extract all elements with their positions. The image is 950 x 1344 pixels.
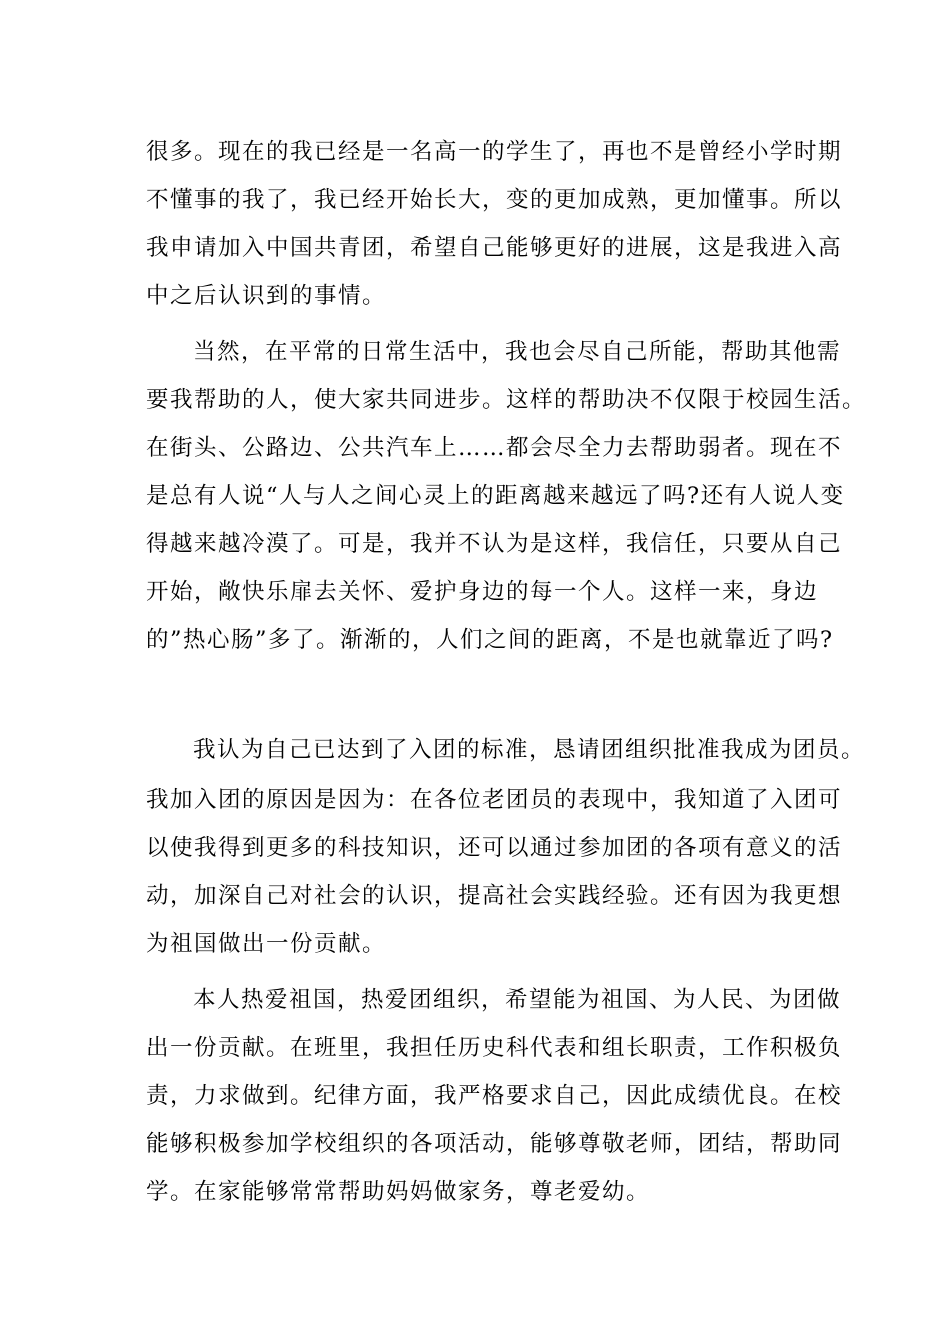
text-line: 我申请加入中国共青团，希望自己能够更好的进展，这是我进入高 (146, 235, 843, 261)
text-line: 很多。现在的我已经是一名高一的学生了，再也不是曾经小学时期 (146, 139, 843, 165)
text-line: 本人热爱祖国，热爱团组织，希望能为祖国、为人民、为团做 (193, 987, 842, 1013)
text-line: 我加入团的原因是因为：在各位老团员的表现中，我知道了入团可 (146, 787, 843, 813)
text-line: 为祖国做出一份贡献。 (146, 931, 387, 957)
text-line: 学。在家能够常常帮助妈妈做家务，尊老爱幼。 (146, 1179, 651, 1205)
text-line: 开始，敞快乐扉去关怀、爱护身边的每一个人。这样一来，身边 (146, 579, 819, 605)
text-line: 中之后认识到的事情。 (146, 283, 387, 309)
text-line: 能够积极参加学校组织的各项活动，能够尊敬老师，团结，帮助同 (146, 1131, 843, 1157)
text-line: 我认为自己已达到了入团的标准，恳请团组织批准我成为团员。 (193, 737, 866, 763)
text-line: 当然，在平常的日常生活中，我也会尽自己所能，帮助其他需 (193, 339, 842, 365)
text-line: 不懂事的我了，我已经开始长大，变的更加成熟，更加懂事。所以 (146, 187, 843, 213)
text-line: 在街头、公路边、公共汽车上……都会尽全力去帮助弱者。现在不 (146, 435, 843, 461)
text-line: 要我帮助的人，使大家共同进步。这样的帮助决不仅限于校园生活。 (146, 387, 867, 413)
text-line: 责，力求做到。纪律方面，我严格要求自己，因此成绩优良。在校 (146, 1083, 843, 1109)
text-line: 是总有人说“人与人之间心灵上的距离越来越远了吗?还有人说人变 (146, 483, 845, 509)
text-line: 动，加深自己对社会的认识，提高社会实践经验。还有因为我更想 (146, 883, 843, 909)
text-line: 以使我得到更多的科技知识，还可以通过参加团的各项有意义的活 (146, 835, 843, 861)
text-line: 的”热心肠”多了。渐渐的，人们之间的距离，不是也就靠近了吗? (146, 627, 834, 653)
text-line: 得越来越冷漠了。可是，我并不认为是这样，我信任，只要从自己 (146, 531, 843, 557)
text-line: 出一份贡献。在班里，我担任历史科代表和组长职责，工作积极负 (146, 1035, 843, 1061)
